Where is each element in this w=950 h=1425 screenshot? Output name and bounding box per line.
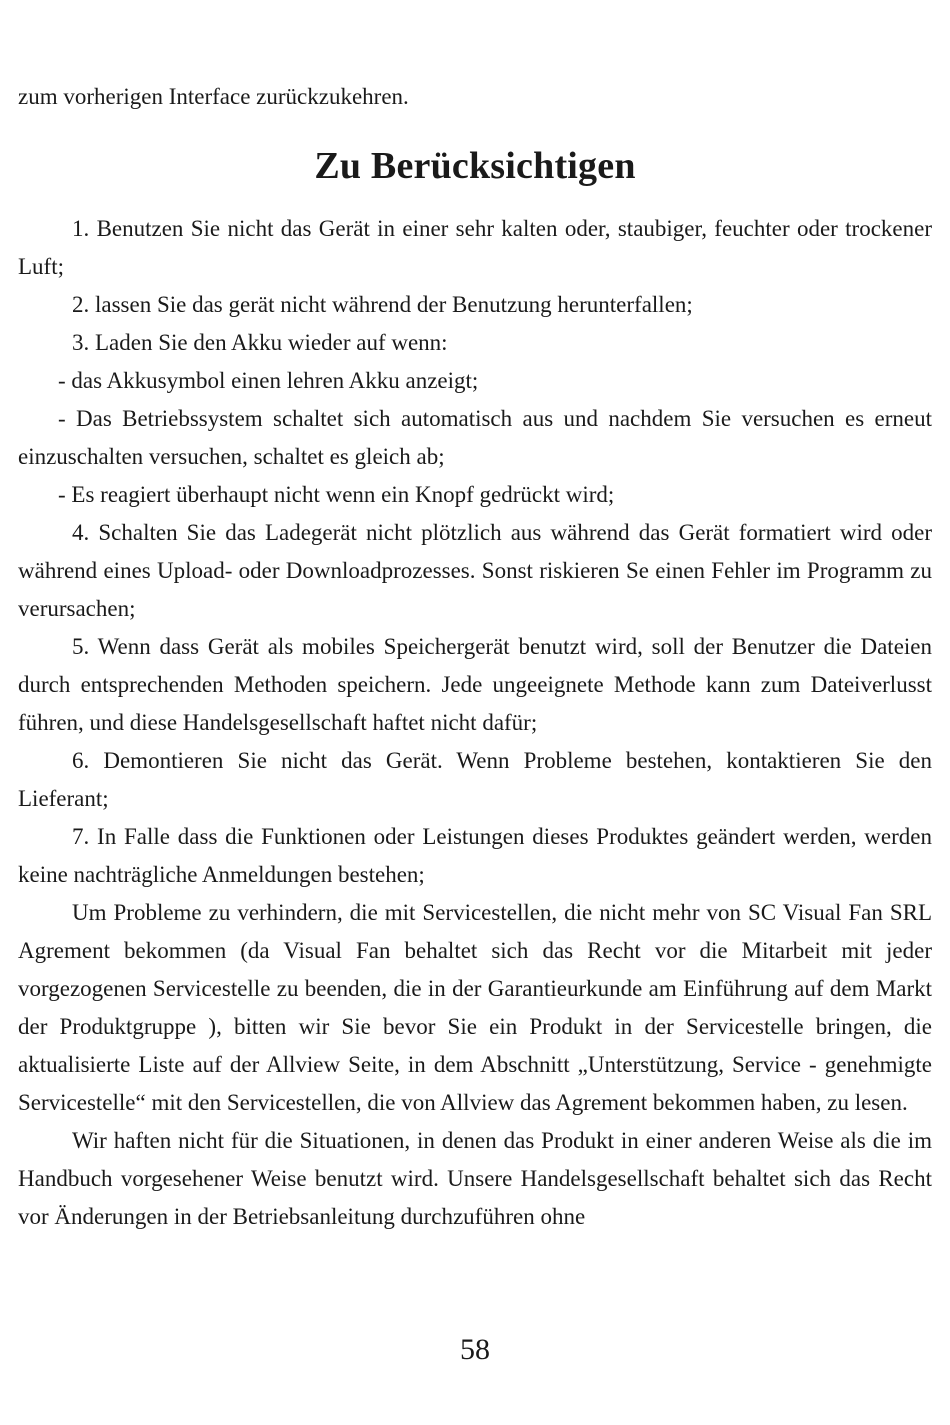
paragraph-service-notice: Um Probleme zu verhindern, die mit Servicestellen, die nicht mehr von SC Visual Fan SRL Agrement bekommen (da Visual Fan behaltet sich das Recht vor die Mitarbeit mit jeder vorgezogenen Servicestelle zu beenden, die in der Garantieurkunde am Einführung auf dem Markt der Produktgruppe ), bitten wir Sie bevor Sie ein Produkt in der Servicestelle bringen, die aktualisierte Liste auf der Allview Seite, in dem Abschnitt „Unterstützung, Service - genehmigte Servicestelle“ mit den Servicestellen, die von Allview das Agrement bekommen haben, zu lesen. xyxy=(18,900,932,1115)
intro-line: zum vorherigen Interface zurückzukehren. xyxy=(18,84,409,109)
paragraph-item-1: 1. Benutzen Sie nicht das Gerät in einer sehr kalten oder, staubiger, feuchter oder trockener Luft; xyxy=(18,216,932,279)
paragraph-item-4: 4. Schalten Sie das Ladegerät nicht plötzlich aus während das Gerät formatiert wird oder während eines Upload- oder Downloadprozesses. Sonst riskieren Se einen Fehler im Programm zu verursachen; xyxy=(18,520,932,621)
paragraph-item-6: 6. Demontieren Sie nicht das Gerät. Wenn Probleme bestehen, kontaktieren Sie den Lieferant; xyxy=(18,748,932,811)
document-page xyxy=(18,78,932,1236)
page-number: 58 xyxy=(460,1333,490,1366)
paragraph-dash-3: - Es reagiert überhaupt nicht wenn ein Knopf gedrückt wird; xyxy=(58,482,615,507)
paragraph-item-7: 7. In Falle dass die Funktionen oder Leistungen dieses Produktes geändert werden, werden keine nachträgliche Anmeldungen bestehen; xyxy=(18,824,932,887)
paragraph-liability-notice: Wir haften nicht für die Situationen, in denen das Produkt in einer anderen Weise als die im Handbuch vorgesehener Weise benutzt wird. Unsere Handelsgesellschaft behaltet sich das Recht vor Änderungen in der Betriebsanleitung durchzuführen ohne xyxy=(18,1128,932,1229)
paragraph-item-3: 3. Laden Sie den Akku wieder auf wenn: xyxy=(72,330,448,355)
paragraph-item-5: 5. Wenn dass Gerät als mobiles Speichergerät benutzt wird, soll der Benutzer die Dateien durch entsprechenden Methoden speichern. Jede ungeeignete Methode kann zum Dateiverlusst führen, und diese Handelsgesellschaft haftet nicht dafür; xyxy=(18,634,932,735)
paragraph-dash-1: - das Akkusymbol einen lehren Akku anzeigt; xyxy=(58,368,479,393)
paragraph-item-2: 2. lassen Sie das gerät nicht während der Benutzung herunterfallen; xyxy=(72,292,693,317)
paragraph-dash-2: - Das Betriebssystem schaltet sich automatisch aus und nachdem Sie versuchen es erneut einzuschalten versuchen, schaltet es gleich ab; xyxy=(18,406,932,469)
section-title: Zu Berücksichtigen xyxy=(314,145,636,187)
